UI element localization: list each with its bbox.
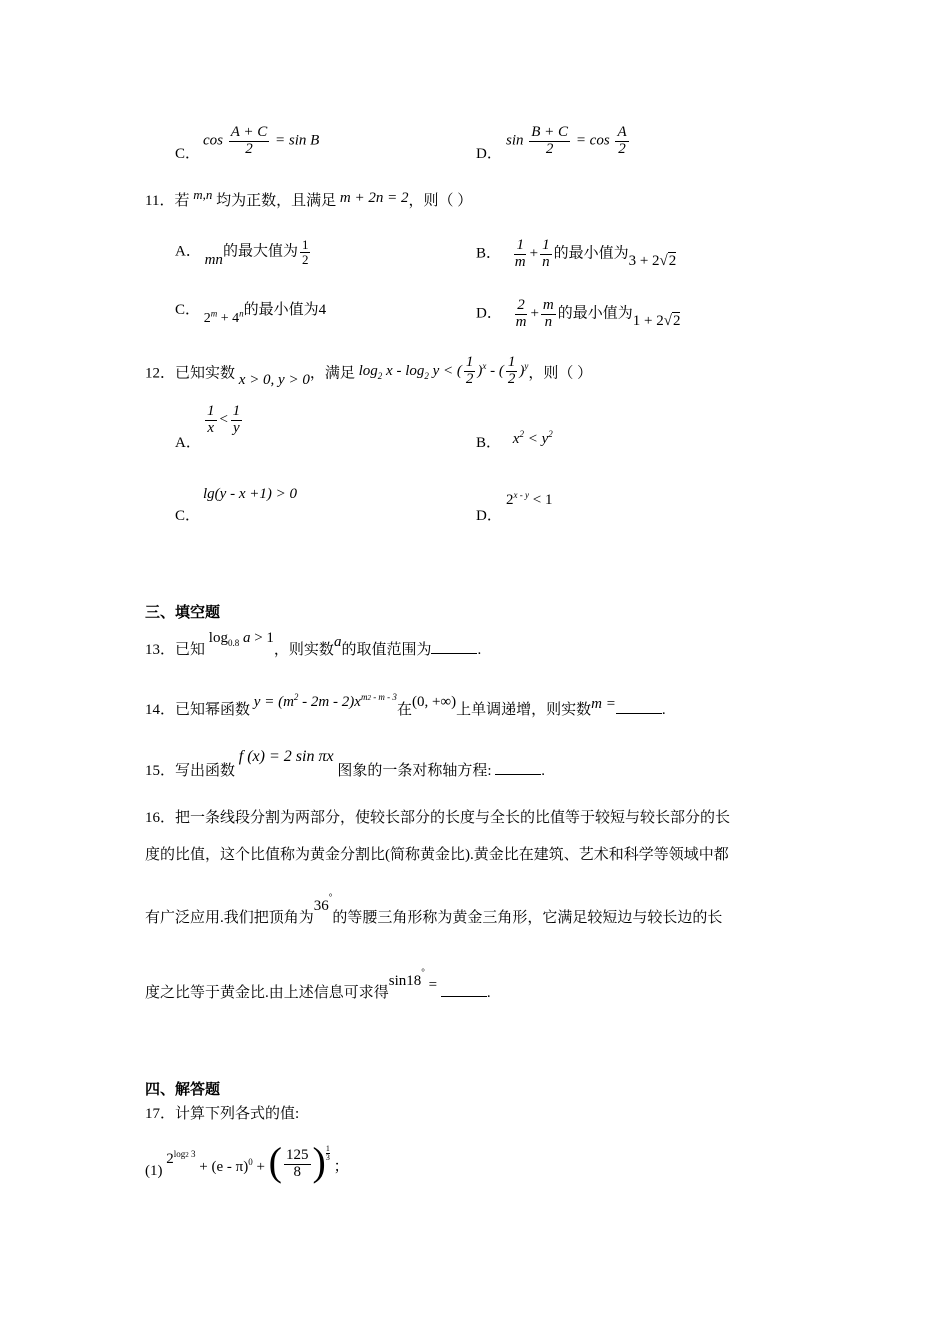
- q11-option-b: B． $\frac{1}{m}$ + $\frac{1}{n}$ 的最小值为3 + 2√2: [476, 237, 677, 270]
- q12-inequality: $\log_2 x - \log_2 y$ < ( $\frac{1}{2}$ )$^x$ - ( $\frac{1}{2}$ )$^y$: [358, 354, 529, 387]
- q11-option-d: D． $\frac{2}{m}$ + $\frac{m}{n}$ 的最小值为1 + 2√2: [476, 297, 681, 330]
- option-label: D．: [476, 146, 502, 162]
- q14-stem: 14．已知幂函数 $y = (m^2 - 2m - 2)x^{m2 - m - 3}$在(0, +∞)上单调递增，则实数m = .: [145, 692, 666, 718]
- q10-option-d: [476, 142, 502, 163]
- q12-option-a-formula: $\frac{1}{x}$ < $\frac{1}{y}$: [207, 403, 241, 436]
- q11-option-c: C． $2^m + 4^n$的最小值为4: [175, 302, 327, 326]
- q10-option-c-formula: cos $\frac{A + C}{2}$ = sin B: [203, 124, 320, 157]
- q16-line-3: 有广泛应用.我们把顶角为36°的等腰三角形称为黄金三角形，它满足较短边与较长边的长: [145, 892, 723, 926]
- q11-stem: 11．若 m,n 均为正数，且满足 m + 2n = 2，则（ ）: [145, 187, 473, 209]
- q16-line-4: 度之比等于黄金比.由上述信息可求得sin18° = .: [145, 967, 491, 1001]
- answer-blank[interactable]: [495, 760, 541, 775]
- q15-stem: 15．写出函数 f (x) = 2 sin πx 图象的一条对称轴方程: .: [145, 748, 545, 779]
- answer-blank[interactable]: [616, 699, 662, 714]
- q12-stem: 12．已知实数 x > 0, y > 0，满足 $\log_2 x - \log_2 y$ < ( $\frac{1}{2}$ )$^x$ - ( $\frac{1}{2}$ )$^y$，则（ ）: [145, 354, 593, 388]
- section-title-answer: 四、解答题: [145, 1082, 221, 1098]
- q12-option-a: A．: [175, 435, 201, 451]
- q12-option-b: B． $x^2 < y^2$: [476, 429, 553, 451]
- q17-stem: 17．计算下列各式的值:: [145, 1106, 300, 1122]
- section-title-fill-in: 三、填空题: [145, 605, 221, 621]
- q12-option-d-formula: $2^{x - y} < 1$: [506, 490, 553, 508]
- q12-option-c-formula: lg(y - x +1) > 0: [203, 486, 298, 502]
- q16-line-1: 16．把一条线段分割为两部分，使较长部分的长度与全长的比值等于较短与较长部分的长: [145, 810, 731, 826]
- answer-blank[interactable]: [441, 982, 487, 997]
- q12-option-d: D．: [476, 508, 502, 524]
- q10-option-d-formula: sin $\frac{B + C}{2}$ = cos $\frac{A}{2}$: [506, 124, 627, 157]
- q11-option-a: A． mn的最大值为 $\frac{1}{2}$: [175, 237, 309, 268]
- q13-stem: 13．已知 $\log_{0.8} a > 1$，则实数a的取值范围为 .: [145, 630, 482, 658]
- q16-line-2: 度的比值，这个比值称为黄金分割比(简称黄金比).黄金比在建筑、艺术和科学等领域中都: [145, 847, 729, 863]
- answer-blank[interactable]: [431, 639, 477, 654]
- option-label: C．: [175, 146, 201, 162]
- q17-part-1: (1) $2^{log2 3} + (e - \pi)^0$ + ( $\frac{125}{8}$ ) $\frac{1}{3}$ ；: [145, 1139, 349, 1184]
- q10-option-c: [175, 142, 200, 163]
- q12-option-c: C．: [175, 508, 201, 524]
